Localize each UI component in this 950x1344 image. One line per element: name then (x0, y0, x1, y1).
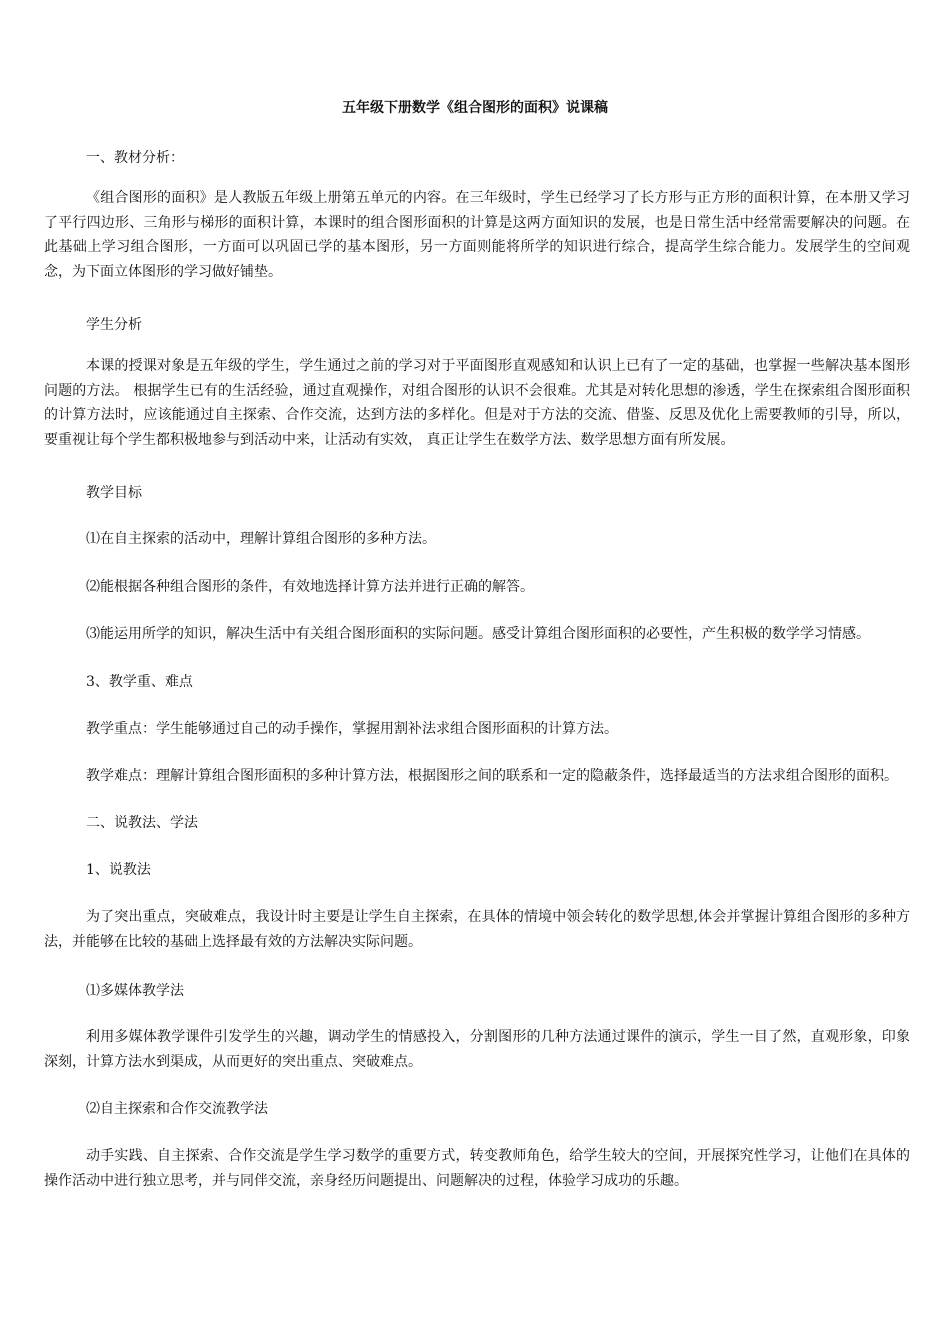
paragraph-textbook-analysis: 《组合图形的面积》是人教版五年级上册第五单元的内容。在三年级时，学生已经学习了长方形与正方形的面积计算，在本册又学习了平行四边形、三角形与梯形的面积计算，本课时的组合图形面积的计算是这两方面知识的发展，也是日常生活中经常需要解决的问题。在此基础上学习组合图形，一方面可以巩固已学的基本图形，另一方面则能将所学的知识进行综合，提高学生综合能力。发展学生的空间观念，为下面立体图形的学习做好铺垫。 (44, 190, 910, 280)
section-heading-teaching-methods: 二、说教法、学法 (86, 815, 198, 831)
section-heading-textbook-analysis: 一、教材分析： (86, 150, 184, 166)
paragraph-exploration-cooperation: 动手实践、自主探索、合作交流是学生学习数学的重要方式，转变教师角色，给学生较大的空间，开展探究性学习，让他们在具体的操作活动中进行独立思考，并与同伴交流，亲身经历问题提出、问题解决的过程，体验学习成功的乐趣。 (44, 1148, 910, 1189)
method-heading-multimedia: ⑴多媒体教学法 (86, 983, 184, 999)
paragraph-student-analysis: 本课的授课对象是五年级的学生，学生通过之前的学习对于平面图形直观感知和认识上已有了一定的基础，也掌握一些解决基本图形问题的方法。 根据学生已有的生活经验，通过直观操作，对组合图形的认识不会很难。尤其是对转化思想的渗透，学生在探索组合图形面积的计算方法时，应该能通过自主探索、合作交流，达到方法的多样化。但是对于方法的交流、借鉴、反思及优化上需要教师的引导，所以，要重视让每个学生都积极地参与到活动中来，让活动有实效， 真正让学生在数学方法、数学思想方面有所发展。 (44, 358, 910, 448)
objective-item-3: ⑶能运用所学的知识，解决生活中有关组合图形面积的实际问题。感受计算组合图形面积的必要性，产生积极的数学学习情感。 (86, 626, 870, 642)
difficult-point-text: 教学难点：理解计算组合图形面积的多种计算方法，根据图形之间的联系和一定的隐蔽条件，选择最适当的方法求组合图形的面积。 (86, 768, 898, 784)
document-title: 五年级下册数学《组合图形的面积》说课稿 (342, 100, 608, 116)
objective-item-2: ⑵能根据各种组合图形的条件，有效地选择计算方法并进行正确的解答。 (86, 579, 534, 595)
paragraph-multimedia: 利用多媒体教学课件引发学生的兴趣，调动学生的情感投入，分割图形的几种方法通过课件的演示，学生一目了然，直观形象，印象深刻，计算方法水到渠成，从而更好的突出重点、突破难点。 (44, 1029, 910, 1070)
subsection-heading-teaching-method: 1、说教法 (86, 862, 151, 878)
key-point-text: 教学重点：学生能够通过自己的动手操作，掌握用割补法求组合图形面积的计算方法。 (86, 721, 618, 737)
objective-item-1: ⑴在自主探索的活动中，理解计算组合图形的多种方法。 (86, 531, 436, 547)
paragraph-teaching-method: 为了突出重点，突破难点，我设计时主要是让学生自主探索，在具体的情境中领会转化的数学思想,体会并掌握计算组合图形的多种方法，并能够在比较的基础上选择最有效的方法解决实际问题。 (44, 909, 910, 950)
section-heading-student-analysis: 学生分析 (86, 317, 142, 333)
section-heading-teaching-objectives: 教学目标 (86, 485, 142, 501)
section-heading-key-difficult-points: 3、教学重、难点 (86, 674, 193, 690)
method-heading-exploration-cooperation: ⑵自主探索和合作交流教学法 (86, 1101, 268, 1117)
